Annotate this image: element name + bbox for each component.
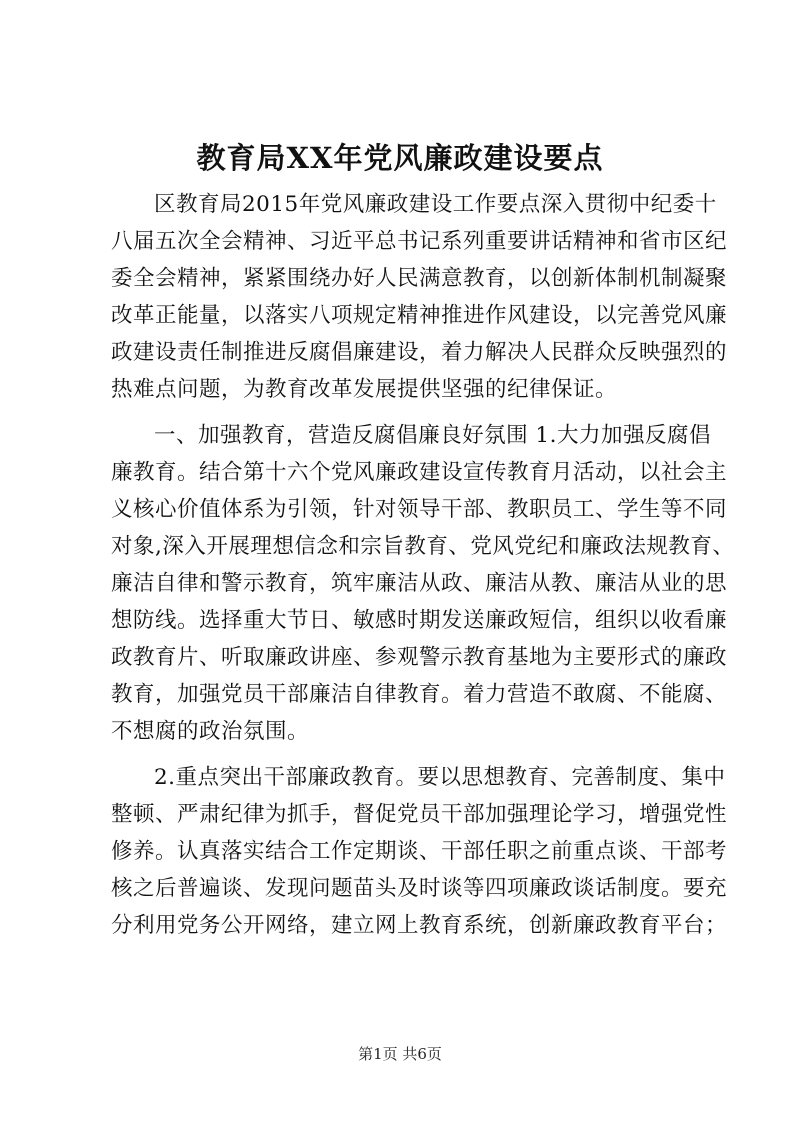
paragraph-3-line-3: 修养。认真落实结合工作定期谈、干部任职之前重点谈、干部考 <box>111 839 728 864</box>
paragraph-2-line-2: 廉教育。结合第十六个党风廉政建设宣传教育月活动，以社会主 <box>111 460 728 485</box>
paragraph-2-line-4: 对象,深入开展理想信念和宗旨教育、党风党纪和廉政法规教育、 <box>111 534 735 559</box>
paragraph-2-line-6: 想防线。选择重大节日、敏感时期发送廉政短信，组织以收看廉 <box>111 608 728 633</box>
paragraph-2-line-5: 廉洁自律和警示教育，筑牢廉洁从政、廉洁从教、廉洁从业的思 <box>111 571 728 596</box>
paragraph-2-line-3: 义核心价值体系为引领，针对领导干部、教职员工、学生等不同 <box>111 497 728 522</box>
paragraph-3-line-1: 2.重点突出干部廉政教育。要以思想教育、完善制度、集中 <box>154 765 726 790</box>
paragraph-1-line-3: 委全会精神，紧紧围绕办好人民满意教育，以创新体制机制凝聚 <box>111 266 728 291</box>
paragraph-3-line-4: 核之后普遍谈、发现问题苗头及时谈等四项廉政谈话制度。要充 <box>111 876 728 901</box>
page-number-footer: 第1页 共6页 <box>358 1045 442 1063</box>
paragraph-2-line-8: 教育，加强党员干部廉洁自律教育。着力营造不敢腐、不能腐、 <box>111 682 728 707</box>
paragraph-1-line-6: 热难点问题，为教育改革发展提供坚强的纪律保证。 <box>111 377 618 402</box>
paragraph-3-line-5: 分利用党务公开网络，建立网上教育系统，创新廉政教育平台； <box>111 913 728 938</box>
document-body <box>111 186 735 944</box>
paragraph-1-line-5: 政建设责任制推进反腐倡廉建设，着力解决人民群众反映强烈的 <box>111 340 728 365</box>
paragraph-1-line-2: 八届五次全会精神、习近平总书记系列重要讲话精神和省市区纪 <box>111 229 728 254</box>
paragraph-3-line-2: 整顿、严肃纪律为抓手，督促党员干部加强理论学习，增强党性 <box>111 802 728 827</box>
paragraph-2-line-9: 不想腐的政治氛围。 <box>111 719 310 744</box>
document-title: 教育局XX年党风廉政建设要点 <box>196 141 604 175</box>
paragraph-1-line-1: 区教育局2015年党风廉政建设工作要点深入贯彻中纪委十 <box>154 192 717 217</box>
paragraph-1-line-4: 改革正能量，以落实八项规定精神推进作风建设，以完善党风廉 <box>111 303 728 328</box>
paragraph-2-line-1: 一、加强教育，营造反腐倡廉良好氛围 1.大力加强反腐倡 <box>154 423 711 448</box>
paragraph-2-line-7: 政教育片、听取廉政讲座、参观警示教育基地为主要形式的廉政 <box>111 645 728 670</box>
